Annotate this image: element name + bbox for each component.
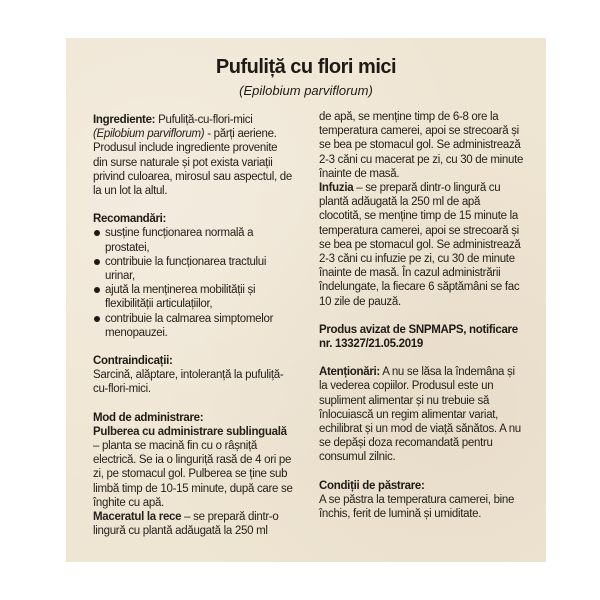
- infusion-heading: Infuzia: [319, 182, 354, 195]
- recommendation-item: contribuie la funcționarea tractului urinar,: [93, 255, 293, 283]
- approval-notice: Produs avizat de SNPMAPS, notificare nr. 13327/21.05.2019: [319, 323, 518, 351]
- maceration-heading: Maceratul la rece: [93, 511, 182, 524]
- powder-text: – planta se macină fin cu o râșniță electrică. Se ia o linguriță rasă de 4 ori pe zi, pe stomacul gol. Pulberea se ține sub limbă timp de 10-15 minute, după care se înghite cu apă.: [93, 440, 293, 509]
- warnings-heading: Atenționări:: [319, 366, 380, 379]
- ingredients-latin: (Epilobium parviflorum): [93, 128, 205, 141]
- infusion-text: – se prepară dintr-o lingură cu plantă adăugată la 250 ml de apă clocotită, se menține timp de 15 minute la temperatura camerei, apoi se strecoară și se bea pe stomacul gol. Se administrează 2-3 căni cu infuzie pe zi, cu 30 de minute înainte de masă. În cazul administrării îndelungate, la fiecare 6 săptămâni se fac 10 zile de pauză.: [319, 182, 521, 308]
- maceration-text-continued: de apă, se menține timp de 6-8 ore la temperatura camerei, apoi se strecoară și se bea pe stomacul gol. Se administrează 2-3 căni cu macerat pe zi, cu 30 de minute înainte de masă.: [319, 111, 524, 180]
- recommendations-section: [93, 212, 293, 340]
- product-label: [66, 38, 546, 562]
- administration-continued: [319, 110, 524, 309]
- recommendation-item: contribuie la calmarea simptomelor menopauzei.: [93, 312, 293, 340]
- recommendations-heading: Recomandări:: [93, 213, 167, 226]
- contraindications-section: [93, 354, 293, 397]
- product-latin-name: (Epilobium parviflorum): [239, 83, 373, 98]
- maceration-text: – se prepară dintr-o lingură cu plantă adăugată la 250 ml: [93, 511, 279, 538]
- contraindications-text: Sarcină, alăptare, intoleranță la pufuliță-cu-flori-mici.: [93, 369, 284, 396]
- storage-text: A se păstra la temperatura camerei, bine închis, ferit de lumină și umiditate.: [319, 493, 515, 521]
- ingredients-heading: Ingrediente:: [93, 114, 156, 126]
- contraindications-heading: Contraindicații:: [93, 355, 173, 368]
- administration-section: [93, 411, 293, 539]
- recommendation-item: ajută la menținerea mobilității și flexibilității articulațiilor,: [93, 283, 293, 311]
- recommendations-list: [93, 226, 293, 340]
- administration-heading: Mod de administrare:: [93, 411, 204, 424]
- recommendation-item: susține funcționarea normală a prostatei,: [93, 226, 293, 254]
- powder-heading: Pulberea cu administrare sublinguală: [93, 425, 287, 438]
- ingredients-section: [93, 113, 293, 198]
- left-column: [93, 113, 293, 552]
- warnings-section: [319, 365, 524, 464]
- warnings-text: A nu se lăsa la îndemâna și la vederea copiilor. Produsul este un supliment alimentar și nu trebuie să înlocuiască un regim alimentar variat, echilibrat și un mod de viață sănătos. A nu se depăși doza recomandată pentru consumul zilnic.: [319, 366, 521, 464]
- ingredients-name: Pufuliță-cu-flori-mici: [158, 114, 253, 126]
- ingredients-text: - părți aeriene. Produsul include ingrediente provenite din surse naturale și pot exista variații privind culoarea, mirosul sau aspectul, de la un lot la altul.: [93, 128, 292, 198]
- storage-heading: Condiții de păstrare:: [319, 479, 425, 492]
- product-title: Pufuliță cu flori mici: [215, 56, 397, 78]
- right-column: [319, 110, 524, 535]
- storage-section: [319, 479, 524, 522]
